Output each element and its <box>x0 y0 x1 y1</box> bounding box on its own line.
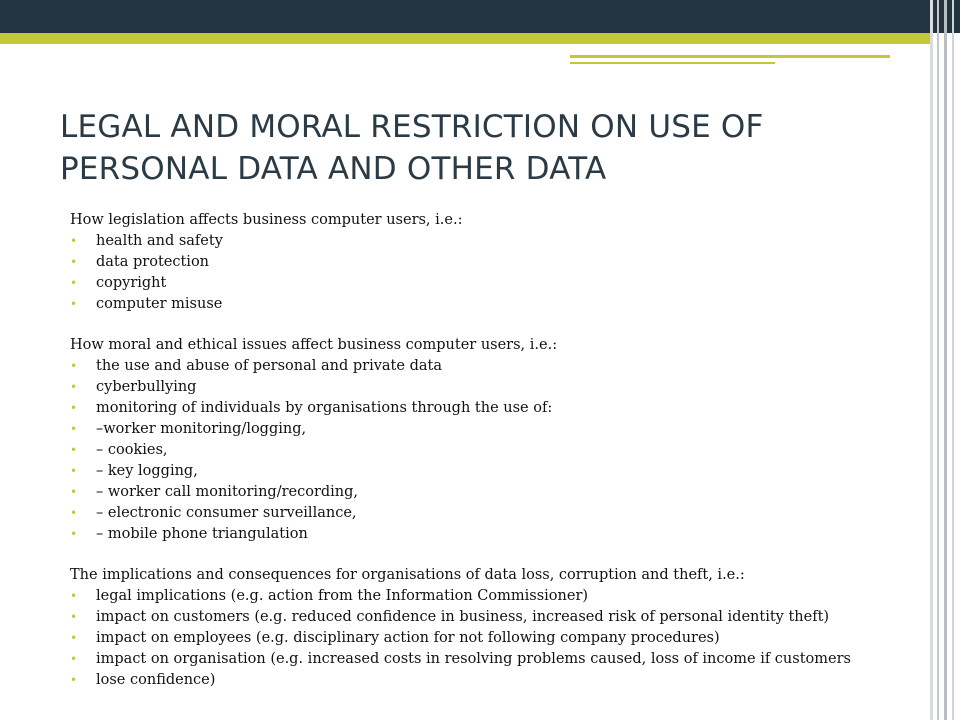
list-item <box>70 482 900 503</box>
list-item <box>70 419 900 440</box>
header-bar <box>0 0 960 33</box>
list-item <box>70 231 900 252</box>
list-item-text: data protection <box>96 254 210 270</box>
list-item-text: – mobile phone triangulation <box>96 526 308 542</box>
list-item-text: the use and abuse of personal and private data <box>96 358 442 374</box>
list-item <box>70 503 900 524</box>
bullet-list <box>70 586 900 691</box>
list-item-text: impact on organisation (e.g. increased costs in resolving problems caused, loss of income if customers <box>96 651 851 667</box>
list-item-text: lose confidence) <box>96 672 216 688</box>
bullet-icon: • <box>70 359 78 373</box>
accent-line <box>570 55 890 58</box>
bullet-icon: • <box>70 610 78 624</box>
list-item <box>70 356 900 377</box>
list-item-text: – electronic consumer surveillance, <box>96 505 357 521</box>
list-item-text: impact on employees (e.g. disciplinary action for not following company procedures) <box>96 630 720 646</box>
list-item-text: legal implications (e.g. action from the Information Commissioner) <box>96 588 589 604</box>
list-item-text: cyberbullying <box>96 379 197 395</box>
list-item-text: – key logging, <box>96 463 198 479</box>
list-item <box>70 377 900 398</box>
list-item <box>70 649 900 670</box>
bullet-icon: • <box>70 234 78 248</box>
list-item <box>70 586 900 607</box>
bullet-icon: • <box>70 276 78 290</box>
bullet-icon: • <box>70 527 78 541</box>
bullet-list <box>70 231 900 315</box>
list-item-text: copyright <box>96 275 167 291</box>
bullet-icon: • <box>70 255 78 269</box>
list-item <box>70 440 900 461</box>
list-item-text: –worker monitoring/logging, <box>96 421 307 437</box>
bullet-icon: • <box>70 506 78 520</box>
list-item-text: computer misuse <box>96 296 223 312</box>
list-item <box>70 273 900 294</box>
list-item-text: – cookies, <box>96 442 168 458</box>
list-item-text: health and safety <box>96 233 223 249</box>
list-item <box>70 670 900 691</box>
list-item <box>70 524 900 545</box>
list-item-text: impact on customers (e.g. reduced confidence in business, increased risk of personal identity theft) <box>96 609 830 625</box>
bullet-icon: • <box>70 485 78 499</box>
section-heading: How legislation affects business computer users, i.e.: <box>70 212 463 228</box>
section-heading: The implications and consequences for organisations of data loss, corruption and theft, i.e.: <box>70 567 745 583</box>
list-item <box>70 628 900 649</box>
list-item <box>70 461 900 482</box>
list-item <box>70 607 900 628</box>
bullet-icon: • <box>70 443 78 457</box>
accent-line-short <box>570 62 775 64</box>
list-item <box>70 294 900 315</box>
section-1 <box>70 210 900 315</box>
bullet-list <box>70 356 900 545</box>
bullet-icon: • <box>70 297 78 311</box>
bullet-icon: • <box>70 401 78 415</box>
accent-bar <box>0 33 930 44</box>
bullet-icon: • <box>70 422 78 436</box>
section-3 <box>70 565 900 691</box>
bullet-icon: • <box>70 631 78 645</box>
bullet-icon: • <box>70 652 78 666</box>
list-item-text: monitoring of individuals by organisations through the use of: <box>96 400 553 416</box>
decorative-stripes <box>928 0 960 720</box>
bullet-icon: • <box>70 673 78 687</box>
slide-body <box>70 210 900 711</box>
section-heading: How moral and ethical issues affect business computer users, i.e.: <box>70 337 558 353</box>
bullet-icon: • <box>70 380 78 394</box>
list-item-text: – worker call monitoring/recording, <box>96 484 359 500</box>
list-item <box>70 252 900 273</box>
bullet-icon: • <box>70 464 78 478</box>
list-item <box>70 398 900 419</box>
section-2 <box>70 335 900 545</box>
slide-title: LEGAL AND MORAL RESTRICTION ON USE OF PERSONAL DATA AND OTHER DATA <box>60 109 764 187</box>
bullet-icon: • <box>70 589 78 603</box>
